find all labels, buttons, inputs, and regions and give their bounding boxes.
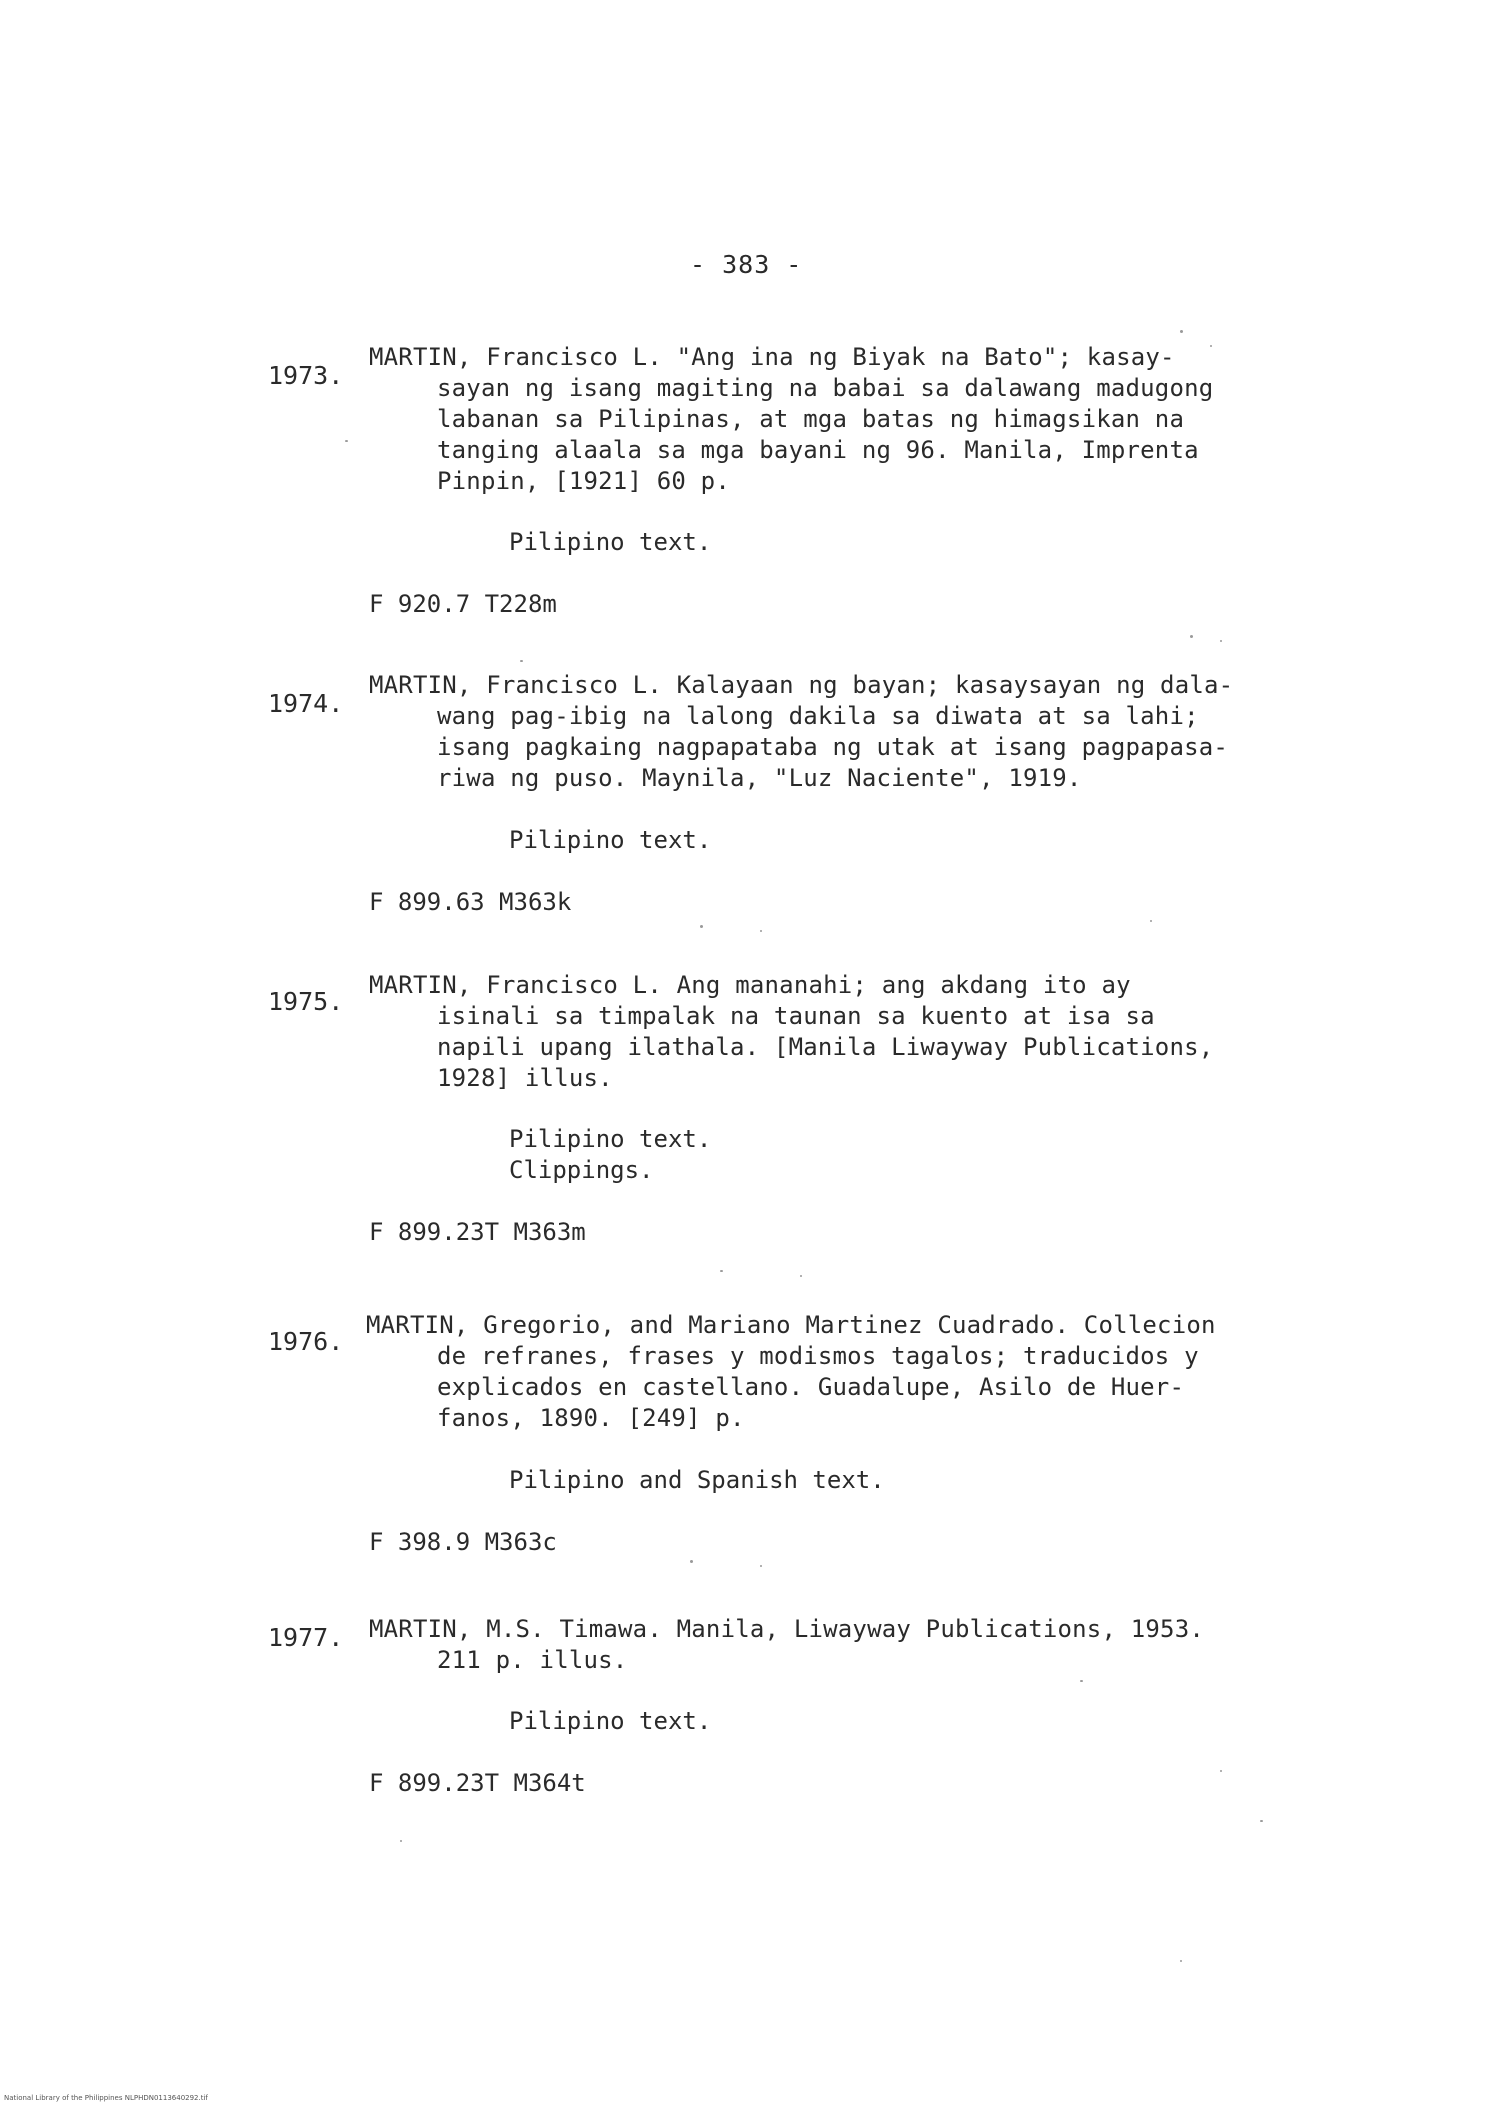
entry-text-line: tanging alaala sa mga bayani ng 96. Manila, Imprenta	[437, 436, 1199, 464]
entry-text-line: MARTIN, M.S. Timawa. Manila, Liwayway Publications, 1953.	[369, 1615, 1205, 1643]
call-number: F 398.9 M363c	[369, 1528, 557, 1556]
entry-text-line: isang pagkaing nagpapataba ng utak at isang pagpapasa-	[437, 733, 1229, 761]
entry-text-line: 211 p. illus.	[437, 1646, 628, 1674]
entry-number: 1974.	[268, 689, 344, 718]
archive-footer: National Library of the Philippines NLPHDN0113640292.tif	[4, 2094, 208, 2102]
scan-speck	[690, 1560, 693, 1563]
entry-text-line: MARTIN, Francisco L. "Ang ina ng Biyak na Bato"; kasay-	[369, 343, 1175, 371]
scan-speck	[720, 1270, 723, 1272]
call-number: F 899.63 M363k	[369, 888, 572, 916]
entry-text-line: MARTIN, Francisco L. Kalayaan ng bayan; kasaysayan ng dala-	[369, 671, 1234, 699]
scan-speck	[760, 930, 762, 932]
entry-text-line: fanos, 1890. [249] p.	[437, 1404, 745, 1432]
scan-speck	[400, 1840, 402, 1842]
scan-speck	[700, 925, 703, 928]
entry-text-line: sayan ng isang magiting na babai sa dalawang madugong	[437, 374, 1214, 402]
scan-speck	[1080, 1680, 1083, 1682]
scan-speck	[1260, 1820, 1263, 1822]
page-number: - 383 -	[690, 250, 803, 279]
entry-text-line: riwa ng puso. Maynila, "Luz Naciente", 1919.	[437, 764, 1082, 792]
scan-speck	[800, 1275, 802, 1277]
entry-text-line: MARTIN, Gregorio, and Mariano Martinez Cuadrado. Collecion	[366, 1311, 1216, 1339]
entry-number: 1976.	[268, 1327, 344, 1356]
language-note: Pilipino text.	[509, 1707, 712, 1735]
entry-text-line: Pinpin, [1921] 60 p.	[437, 467, 730, 495]
scan-speck	[1180, 330, 1183, 333]
call-number: F 899.23T M363m	[369, 1218, 586, 1246]
language-note: Pilipino and Spanish text.	[509, 1466, 885, 1494]
scan-speck	[1190, 635, 1193, 638]
language-note: Pilipino text.	[509, 826, 712, 854]
entry-text-line: wang pag-ibig na lalong dakila sa diwata at sa lahi;	[437, 702, 1199, 730]
call-number: F 899.23T M364t	[369, 1769, 586, 1797]
entry-number: 1975.	[268, 987, 344, 1016]
entry-text-line: isinali sa timpalak na taunan sa kuento at isa sa	[437, 1002, 1155, 1030]
scan-speck	[345, 440, 348, 442]
entry-text-line: MARTIN, Francisco L. Ang mananahi; ang akdang ito ay	[369, 971, 1131, 999]
entry-text-line: explicados en castellano. Guadalupe, Asilo de Huer-	[437, 1373, 1185, 1401]
entry-text-line: napili upang ilathala. [Manila Liwayway Publications,	[437, 1033, 1214, 1061]
scan-speck	[520, 660, 523, 662]
entry-text-line: de refranes, frases y modismos tagalos; traducidos y	[437, 1342, 1199, 1370]
clippings-note: Clippings.	[509, 1156, 654, 1184]
entry-text-line: 1928] illus.	[437, 1064, 613, 1092]
scan-speck	[1210, 345, 1212, 347]
scan-speck	[1150, 920, 1152, 922]
entry-number: 1977.	[268, 1623, 344, 1652]
scan-speck	[1220, 1770, 1222, 1772]
scan-speck	[1180, 1960, 1182, 1962]
scan-speck	[760, 1565, 762, 1567]
language-note: Pilipino text.	[509, 528, 712, 556]
scan-speck	[1220, 640, 1222, 642]
language-note: Pilipino text.	[509, 1125, 712, 1153]
entry-text-line: labanan sa Pilipinas, at mga batas ng himagsikan na	[437, 405, 1185, 433]
entry-number: 1973.	[268, 361, 344, 390]
call-number: F 920.7 T228m	[369, 590, 557, 618]
